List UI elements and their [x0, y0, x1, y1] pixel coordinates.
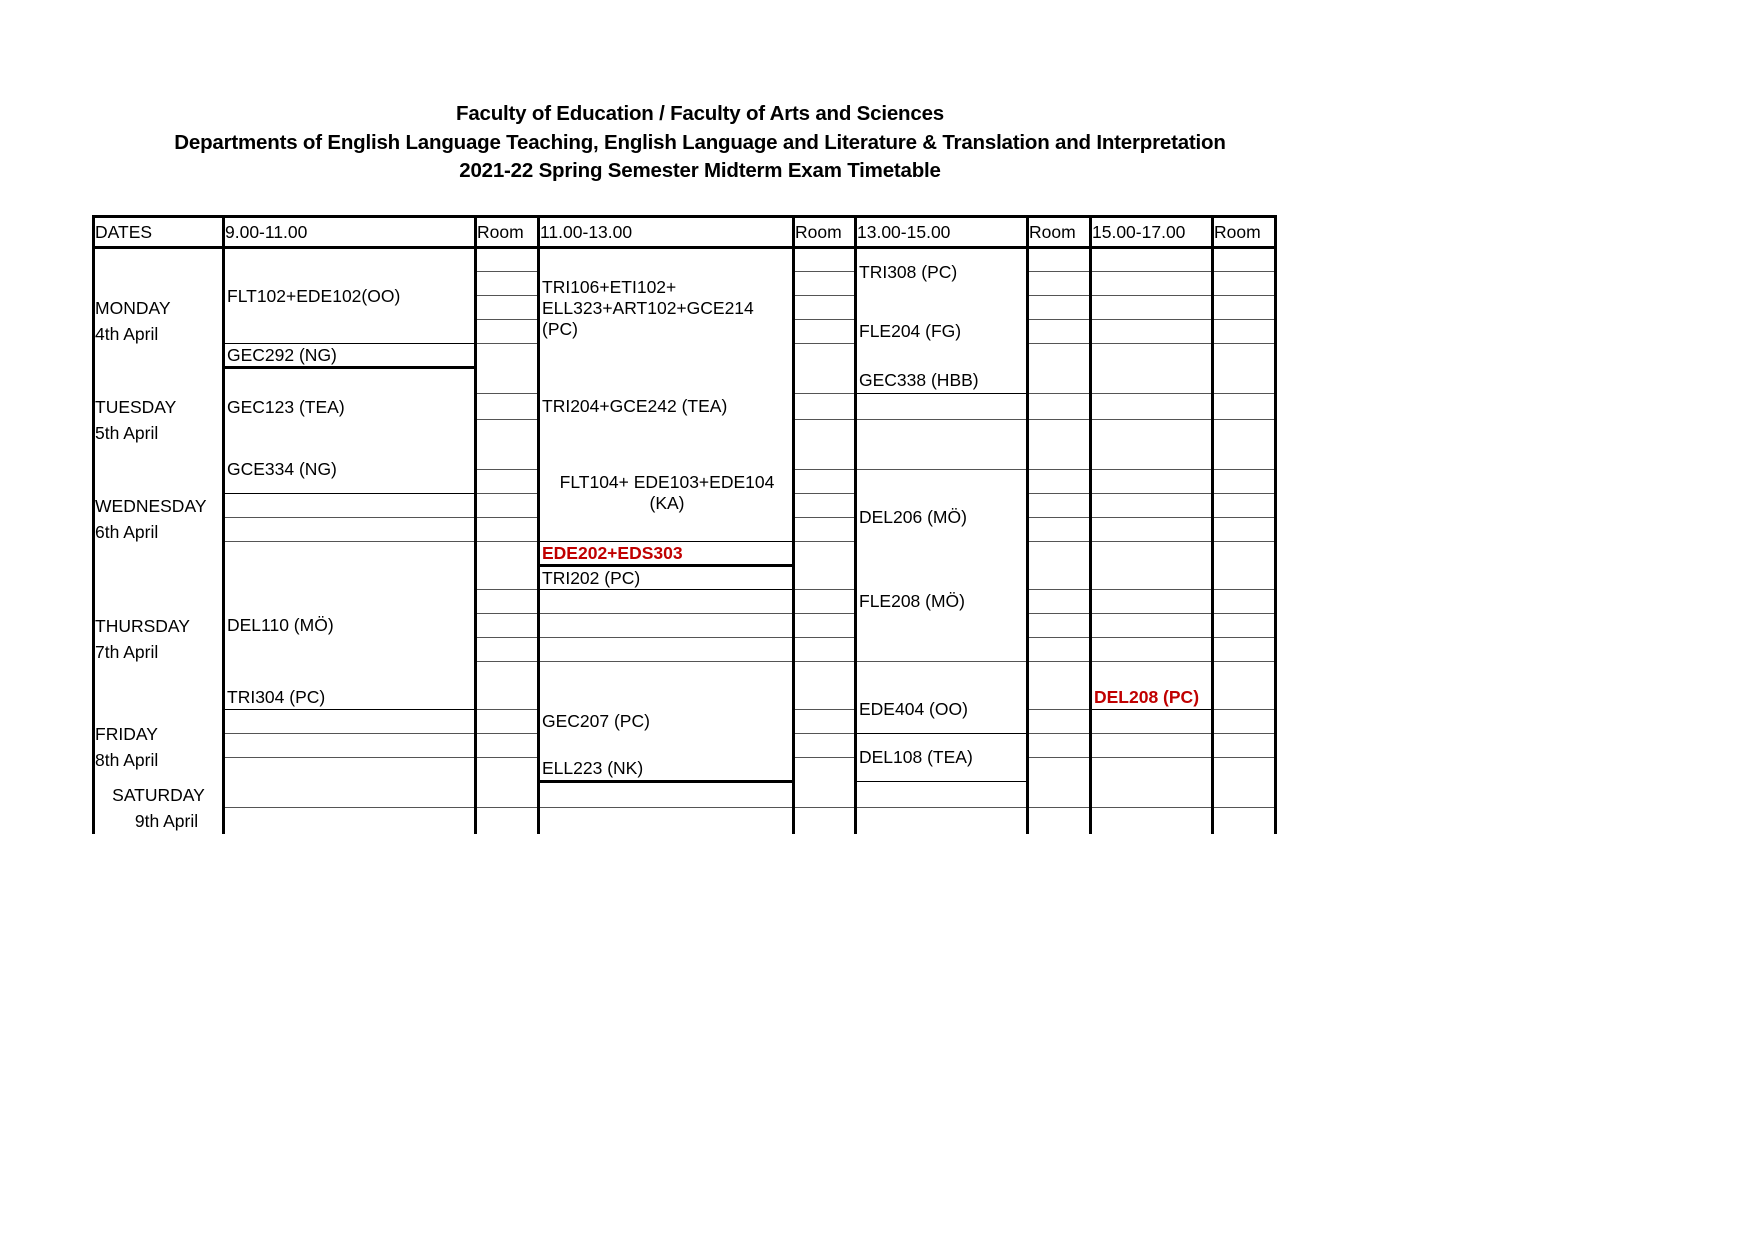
exam-entry: TRI308 (PC)	[859, 261, 958, 282]
day-cell-monday	[94, 248, 224, 368]
document-titles	[0, 100, 1400, 186]
room-cell-wednesday-1-4[interactable]	[476, 518, 539, 542]
exam-cell-friday-slot1-4[interactable]	[224, 758, 476, 782]
exam-cell-tuesday-slot4-3[interactable]	[1091, 420, 1213, 446]
room-cell-friday-4-2[interactable]	[1213, 710, 1276, 734]
room-cell-wednesday-3-4[interactable]	[1028, 518, 1091, 542]
exam-entry: GCE334 (NG)	[227, 458, 337, 479]
room-cell-monday-4-4[interactable]	[1213, 320, 1276, 344]
room-cell-wednesday-2-5[interactable]	[794, 542, 856, 566]
room-cell-monday-2-5[interactable]	[794, 344, 856, 368]
exam-cell-wednesday-slot4-5[interactable]	[1091, 542, 1213, 566]
exam-cell-monday-slot1-b	[224, 344, 476, 368]
room-cell-thursday-2-4[interactable]	[794, 638, 856, 662]
exam-cell-wednesday-slot1-4[interactable]	[224, 542, 476, 566]
room-cell-monday-1-4[interactable]	[476, 320, 539, 344]
room-cell-monday-1-1[interactable]	[476, 248, 539, 272]
exam-entry: TRI304 (PC)	[227, 686, 326, 707]
header-room-3: Room	[1028, 217, 1091, 248]
room-cell-saturday-2-2[interactable]	[794, 808, 856, 834]
room-cell-tuesday-4-1[interactable]	[1213, 368, 1276, 394]
exam-cell-monday-slot4-2[interactable]	[1091, 272, 1213, 296]
room-cell-friday-4-4[interactable]	[1213, 758, 1276, 782]
exam-cell-saturday-slot1-2[interactable]	[224, 808, 476, 834]
room-cell-saturday-1-1[interactable]	[476, 782, 539, 808]
room-cell-wednesday-3-2[interactable]	[1028, 470, 1091, 494]
room-cell-tuesday-2-3[interactable]	[794, 420, 856, 446]
room-cell-saturday-2-1[interactable]	[794, 782, 856, 808]
exam-cell-saturday-slot3-1[interactable]	[856, 782, 1028, 808]
room-cell-wednesday-2-1[interactable]	[794, 446, 856, 470]
room-cell-tuesday-1-1[interactable]	[476, 368, 539, 394]
exam-entry: DEL206 (MÖ)	[859, 507, 967, 528]
room-cell-tuesday-2-1[interactable]	[794, 368, 856, 394]
room-cell-thursday-1-1[interactable]	[476, 566, 539, 590]
exam-timetable	[92, 215, 1277, 834]
exam-cell-monday-slot4-3[interactable]	[1091, 296, 1213, 320]
exam-entry: DEL108 (TEA)	[859, 747, 973, 767]
exam-cell-wednesday-slot4-2[interactable]	[1091, 470, 1213, 494]
room-cell-friday-2-1[interactable]	[794, 686, 856, 710]
exam-cell-tuesday-slot4-2[interactable]	[1091, 394, 1213, 420]
exam-cell-saturday-slot2-2[interactable]	[539, 808, 794, 834]
room-cell-monday-3-3[interactable]	[1028, 296, 1091, 320]
room-cell-thursday-4-5[interactable]	[1213, 662, 1276, 686]
day-date: 9th April	[134, 810, 199, 831]
day-cell-tuesday	[94, 368, 224, 446]
exam-cell-thursday-slot2-4[interactable]	[539, 638, 794, 662]
room-cell-monday-4-1[interactable]	[1213, 248, 1276, 272]
exam-entry: EDE404 (OO)	[859, 698, 968, 719]
room-cell-monday-1-3[interactable]	[476, 296, 539, 320]
room-cell-tuesday-3-2[interactable]	[1028, 394, 1091, 420]
room-cell-thursday-1-4[interactable]	[476, 638, 539, 662]
exam-entry: GEC123 (TEA)	[227, 396, 345, 417]
room-cell-wednesday-4-3[interactable]	[1213, 494, 1276, 518]
exam-cell-wednesday-slot3-top[interactable]	[856, 446, 1028, 470]
exam-cell-friday-slot1-2[interactable]	[224, 710, 476, 734]
exam-cell-friday-slot2-b	[539, 758, 794, 782]
exam-cell-thursday-slot4-3[interactable]	[1091, 614, 1213, 638]
room-cell-thursday-4-3[interactable]	[1213, 614, 1276, 638]
exam-cell-monday-slot3-a	[856, 248, 1028, 296]
room-cell-saturday-1-2[interactable]	[476, 808, 539, 834]
header-slot-15-17: 15.00-17.00	[1091, 217, 1213, 248]
room-cell-monday-1-5[interactable]	[476, 344, 539, 368]
exam-entry: DEL110 (MÖ)	[227, 615, 334, 635]
exam-cell-saturday-slot3-2[interactable]	[856, 808, 1028, 834]
exam-cell-wednesday-slot1-2[interactable]	[224, 494, 476, 518]
day-cell-friday	[94, 686, 224, 782]
table-header-row	[94, 217, 1276, 248]
exam-cell-saturday-slot2-1[interactable]	[539, 782, 794, 808]
room-cell-thursday-3-3[interactable]	[1028, 614, 1091, 638]
exam-cell-thursday-slot2-3[interactable]	[539, 614, 794, 638]
exam-cell-thursday-slot4-5[interactable]	[1091, 662, 1213, 686]
header-room-1: Room	[476, 217, 539, 248]
timetable-container	[92, 215, 1274, 834]
exam-cell-wednesday-slot2-highlight	[539, 542, 794, 566]
room-cell-wednesday-1-2[interactable]	[476, 470, 539, 494]
day-name: THURSDAY	[95, 615, 190, 636]
room-cell-wednesday-2-3[interactable]	[794, 494, 856, 518]
room-cell-thursday-1-3[interactable]	[476, 614, 539, 638]
room-cell-thursday-4-2[interactable]	[1213, 590, 1276, 614]
exam-cell-monday-slot2	[539, 248, 794, 368]
room-cell-friday-4-1[interactable]	[1213, 686, 1276, 710]
exam-cell-tuesday-slot2	[539, 368, 794, 446]
room-cell-wednesday-3-1[interactable]	[1028, 446, 1091, 470]
room-cell-friday-3-4[interactable]	[1028, 758, 1091, 782]
exam-cell-tuesday-slot4-1[interactable]	[1091, 368, 1213, 394]
room-cell-wednesday-2-4[interactable]	[794, 518, 856, 542]
room-cell-monday-2-3[interactable]	[794, 296, 856, 320]
day-date: 8th April	[95, 749, 159, 770]
room-cell-friday-3-3[interactable]	[1028, 734, 1091, 758]
table-row	[94, 782, 1276, 808]
room-cell-wednesday-2-2[interactable]	[794, 470, 856, 494]
exam-entry: ELL223 (NK)	[542, 758, 644, 779]
exam-cell-wednesday-slot1-3[interactable]	[224, 518, 476, 542]
room-cell-wednesday-4-5[interactable]	[1213, 542, 1276, 566]
exam-cell-wednesday-slot4-1[interactable]	[1091, 446, 1213, 470]
room-cell-tuesday-4-3[interactable]	[1213, 420, 1276, 446]
room-cell-thursday-2-5[interactable]	[794, 662, 856, 686]
exam-entry: TRI204+GCE242 (TEA)	[542, 396, 728, 416]
room-cell-saturday-4-1[interactable]	[1213, 782, 1276, 808]
exam-cell-monday-slot4-5[interactable]	[1091, 344, 1213, 368]
room-cell-friday-2-4[interactable]	[794, 758, 856, 782]
room-cell-thursday-2-1[interactable]	[794, 566, 856, 590]
exam-cell-thursday-slot2-2[interactable]	[539, 590, 794, 614]
exam-cell-friday-slot4-4[interactable]	[1091, 758, 1213, 782]
exam-cell-thursday-slot4-1[interactable]	[1091, 566, 1213, 590]
day-date: 5th April	[95, 422, 159, 443]
room-cell-friday-1-3[interactable]	[476, 734, 539, 758]
room-cell-friday-2-3[interactable]	[794, 734, 856, 758]
day-name: MONDAY	[95, 298, 171, 319]
exam-cell-friday-slot2	[539, 686, 794, 758]
exam-cell-wednesday-slot4-4[interactable]	[1091, 518, 1213, 542]
room-cell-friday-3-2[interactable]	[1028, 710, 1091, 734]
room-cell-friday-1-1[interactable]	[476, 686, 539, 710]
room-cell-wednesday-4-4[interactable]	[1213, 518, 1276, 542]
room-cell-thursday-2-3[interactable]	[794, 614, 856, 638]
room-cell-monday-4-3[interactable]	[1213, 296, 1276, 320]
room-cell-monday-2-1[interactable]	[794, 248, 856, 272]
exam-entry: FLE208 (MÖ)	[859, 591, 965, 611]
room-cell-tuesday-3-1[interactable]	[1028, 368, 1091, 394]
exam-cell-thursday-slot1	[224, 566, 476, 686]
day-date: 4th April	[95, 324, 159, 345]
room-cell-tuesday-3-3[interactable]	[1028, 420, 1091, 446]
table-row	[94, 446, 1276, 470]
room-cell-monday-4-5[interactable]	[1213, 344, 1276, 368]
exam-cell-thursday-slot2	[539, 566, 794, 590]
exam-cell-thursday-slot3-4[interactable]	[856, 638, 1028, 662]
room-cell-thursday-1-5[interactable]	[476, 662, 539, 686]
exam-cell-friday-slot4-3[interactable]	[1091, 734, 1213, 758]
room-cell-monday-3-2[interactable]	[1028, 272, 1091, 296]
exam-cell-friday-slot4	[1091, 686, 1213, 710]
room-cell-monday-3-1[interactable]	[1028, 248, 1091, 272]
room-cell-tuesday-1-3[interactable]	[476, 420, 539, 446]
room-cell-wednesday-4-1[interactable]	[1213, 446, 1276, 470]
day-cell-wednesday	[94, 446, 224, 566]
exam-cell-wednesday-slot1	[224, 446, 476, 494]
room-cell-saturday-3-2[interactable]	[1028, 808, 1091, 834]
exam-cell-tuesday-slot3-3[interactable]	[856, 420, 1028, 446]
room-cell-thursday-3-2[interactable]	[1028, 590, 1091, 614]
day-name: TUESDAY	[95, 396, 177, 417]
room-cell-monday-2-4[interactable]	[794, 320, 856, 344]
exam-cell-saturday-slot4-2[interactable]	[1091, 808, 1213, 834]
exam-cell-tuesday-slot3-2[interactable]	[856, 394, 1028, 420]
title-line-faculty: Faculty of Education / Faculty of Arts and Sciences	[456, 102, 944, 125]
room-cell-thursday-4-1[interactable]	[1213, 566, 1276, 590]
day-name: WEDNESDAY	[95, 495, 207, 516]
room-cell-monday-3-4[interactable]	[1028, 320, 1091, 344]
exam-cell-friday-slot3-b	[856, 734, 1028, 782]
room-cell-monday-1-2[interactable]	[476, 272, 539, 296]
day-date: 6th April	[95, 521, 159, 542]
room-cell-thursday-2-2[interactable]	[794, 590, 856, 614]
room-cell-monday-3-5[interactable]	[1028, 344, 1091, 368]
exam-cell-thursday-slot3-5[interactable]	[856, 662, 1028, 686]
header-room-2: Room	[794, 217, 856, 248]
header-room-4: Room	[1213, 217, 1276, 248]
room-cell-friday-1-2[interactable]	[476, 710, 539, 734]
day-name: FRIDAY	[95, 723, 158, 744]
exam-cell-monday-slot3-b	[856, 296, 1028, 368]
exam-cell-friday-slot4-2[interactable]	[1091, 710, 1213, 734]
exam-cell-thursday-slot2-5[interactable]	[539, 662, 794, 686]
exam-entry: FLT104+ EDE103+EDE104 (KA)	[559, 472, 775, 514]
room-cell-thursday-3-1[interactable]	[1028, 566, 1091, 590]
exam-cell-friday-slot1-3[interactable]	[224, 734, 476, 758]
exam-entry: TRI202 (PC)	[542, 567, 641, 588]
exam-entry-highlighted: DEL208 (PC)	[1094, 686, 1200, 707]
exam-entry: TRI106+ETI102+	[542, 276, 677, 297]
room-cell-tuesday-1-2[interactable]	[476, 394, 539, 420]
exam-entry: GEC338 (HBB)	[859, 369, 979, 390]
header-dates: DATES	[94, 217, 224, 248]
exam-cell-thursday-slot4-2[interactable]	[1091, 590, 1213, 614]
room-cell-tuesday-4-2[interactable]	[1213, 394, 1276, 420]
room-cell-wednesday-3-5[interactable]	[1028, 542, 1091, 566]
exam-cell-tuesday-slot1	[224, 368, 476, 446]
exam-cell-wednesday-slot3	[856, 470, 1028, 566]
room-cell-saturday-4-2[interactable]	[1213, 808, 1276, 834]
room-cell-monday-4-2[interactable]	[1213, 272, 1276, 296]
day-cell-saturday	[94, 782, 224, 834]
table-row	[94, 368, 1276, 394]
title-line-departments: Departments of English Language Teaching, English Language and Literature & Translation and Interpretation	[174, 130, 1226, 154]
day-cell-thursday	[94, 566, 224, 686]
exam-cell-monday-slot4-4[interactable]	[1091, 320, 1213, 344]
day-name: SATURDAY	[112, 784, 205, 805]
exam-entry: FLE204 (FG)	[859, 321, 962, 341]
table-row	[94, 542, 1276, 566]
room-cell-monday-2-2[interactable]	[794, 272, 856, 296]
room-cell-friday-2-2[interactable]	[794, 710, 856, 734]
exam-cell-thursday-slot3	[856, 566, 1028, 638]
exam-cell-monday-slot4-1[interactable]	[1091, 248, 1213, 272]
room-cell-tuesday-2-2[interactable]	[794, 394, 856, 420]
exam-cell-friday-slot1	[224, 686, 476, 710]
exam-entry: FLT102+EDE102(OO)	[227, 285, 401, 306]
table-row	[94, 758, 1276, 782]
exam-entry-highlighted: EDE202+EDS303	[542, 542, 683, 563]
room-cell-friday-3-1[interactable]	[1028, 686, 1091, 710]
room-cell-thursday-4-4[interactable]	[1213, 638, 1276, 662]
room-cell-wednesday-1-3[interactable]	[476, 494, 539, 518]
exam-cell-thursday-slot4-4[interactable]	[1091, 638, 1213, 662]
room-cell-wednesday-3-3[interactable]	[1028, 494, 1091, 518]
day-date: 7th April	[95, 641, 159, 662]
exam-cell-saturday-slot4-1[interactable]	[1091, 782, 1213, 808]
exam-cell-wednesday-slot2	[539, 446, 794, 542]
room-cell-wednesday-4-2[interactable]	[1213, 470, 1276, 494]
room-cell-wednesday-1-1[interactable]	[476, 446, 539, 470]
room-cell-saturday-3-1[interactable]	[1028, 782, 1091, 808]
title-line-semester: 2021-22 Spring Semester Midterm Exam Timetable	[459, 159, 941, 182]
exam-cell-wednesday-slot4-3[interactable]	[1091, 494, 1213, 518]
room-cell-thursday-3-5[interactable]	[1028, 662, 1091, 686]
header-slot-11-13: 11.00-13.00	[539, 217, 794, 248]
table-row	[94, 566, 1276, 590]
room-cell-wednesday-1-5[interactable]	[476, 542, 539, 566]
table-row	[94, 686, 1276, 710]
header-slot-13-15: 13.00-15.00	[856, 217, 1028, 248]
room-cell-friday-4-3[interactable]	[1213, 734, 1276, 758]
exam-cell-tuesday-slot3	[856, 368, 1028, 394]
table-row	[94, 808, 1276, 834]
exam-cell-monday-slot1	[224, 248, 476, 344]
room-cell-thursday-1-2[interactable]	[476, 590, 539, 614]
exam-entry: ELL323+ART102+GCE214 (PC)	[542, 297, 754, 339]
table-row	[94, 248, 1276, 272]
exam-entry: GEC292 (NG)	[227, 344, 337, 365]
exam-entry: GEC207 (PC)	[542, 711, 650, 731]
header-slot-9-11: 9.00-11.00	[224, 217, 476, 248]
exam-cell-friday-slot3-a	[856, 686, 1028, 734]
room-cell-thursday-3-4[interactable]	[1028, 638, 1091, 662]
exam-cell-saturday-slot1-1[interactable]	[224, 782, 476, 808]
room-cell-friday-1-4[interactable]	[476, 758, 539, 782]
